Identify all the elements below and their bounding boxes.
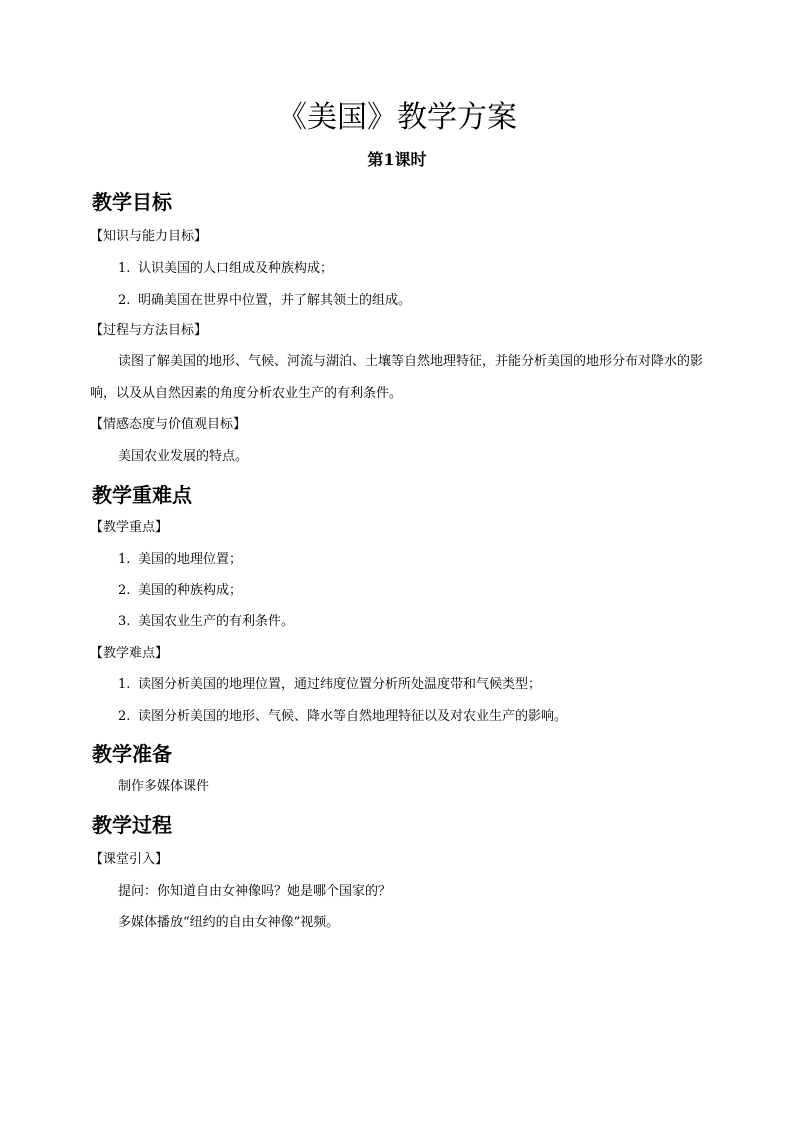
item-text: 读图分析美国的地理位置，通过纬度位置分析所处温度带和气候类型； bbox=[138, 677, 542, 692]
document-title: 《美国》教学方案 bbox=[277, 100, 517, 135]
preparation-text: 制作多媒体课件 bbox=[118, 779, 210, 794]
item-text: 明确美国在世界中位置，并了解其领土的组成。 bbox=[138, 293, 412, 308]
tag-process: 【过程与方法目标】 bbox=[90, 323, 208, 338]
difficulty-item-1 bbox=[118, 675, 541, 695]
item-text: 认识美国的人口组成及种族构成； bbox=[138, 261, 334, 276]
item-text: 美国农业生产的有利条件。 bbox=[138, 614, 295, 629]
emotion-objective-text: 美国农业发展的特点。 bbox=[118, 449, 249, 464]
tag-difficulty: 【教学难点】 bbox=[90, 646, 169, 661]
item-text: 美国的种族构成； bbox=[138, 583, 243, 598]
tag-emotion: 【情感态度与价值观目标】 bbox=[90, 417, 247, 432]
item-number: 1. bbox=[118, 261, 131, 276]
item-number: 2. bbox=[118, 583, 131, 598]
item-number: 1. bbox=[118, 552, 131, 567]
heading-keypoints: 教学重难点 bbox=[92, 483, 192, 507]
tag-knowledge: 【知识与能力目标】 bbox=[90, 229, 208, 244]
heading-objectives: 教学目标 bbox=[92, 190, 172, 214]
knowledge-item-1 bbox=[118, 259, 333, 279]
focus-item-3 bbox=[118, 612, 294, 632]
process-line-1: 提问：你知道自由女神像吗？她是哪个国家的？ bbox=[118, 884, 392, 899]
item-number: 2. bbox=[118, 709, 131, 724]
process-objective-text: 读图了解美国的地形、气候、河流与湖泊、土壤等自然地理特征，并能分析美国的地形分布对降水的影响，以及从自然因素的角度分析农业生产的有利条件。 bbox=[90, 354, 704, 401]
knowledge-item-2 bbox=[118, 291, 411, 311]
item-number: 1. bbox=[118, 677, 131, 692]
focus-item-1 bbox=[118, 550, 242, 570]
process-line-2: 多媒体播放“纽约的自由女神像”视频。 bbox=[118, 915, 340, 930]
heading-process: 教学过程 bbox=[92, 813, 172, 837]
difficulty-item-2 bbox=[118, 707, 567, 727]
item-number: 3. bbox=[118, 614, 131, 629]
heading-preparation: 教学准备 bbox=[92, 742, 172, 766]
item-text: 美国的地理位置； bbox=[138, 552, 243, 567]
item-text: 读图分析美国的地形、气候、降水等自然地理特征以及对农业生产的影响。 bbox=[138, 709, 568, 724]
tag-intro: 【课堂引入】 bbox=[90, 852, 169, 867]
tag-focus: 【教学重点】 bbox=[90, 520, 169, 535]
focus-item-2 bbox=[118, 581, 242, 601]
item-number: 2. bbox=[118, 293, 131, 308]
lesson-subtitle: 第1课时 bbox=[367, 150, 427, 169]
